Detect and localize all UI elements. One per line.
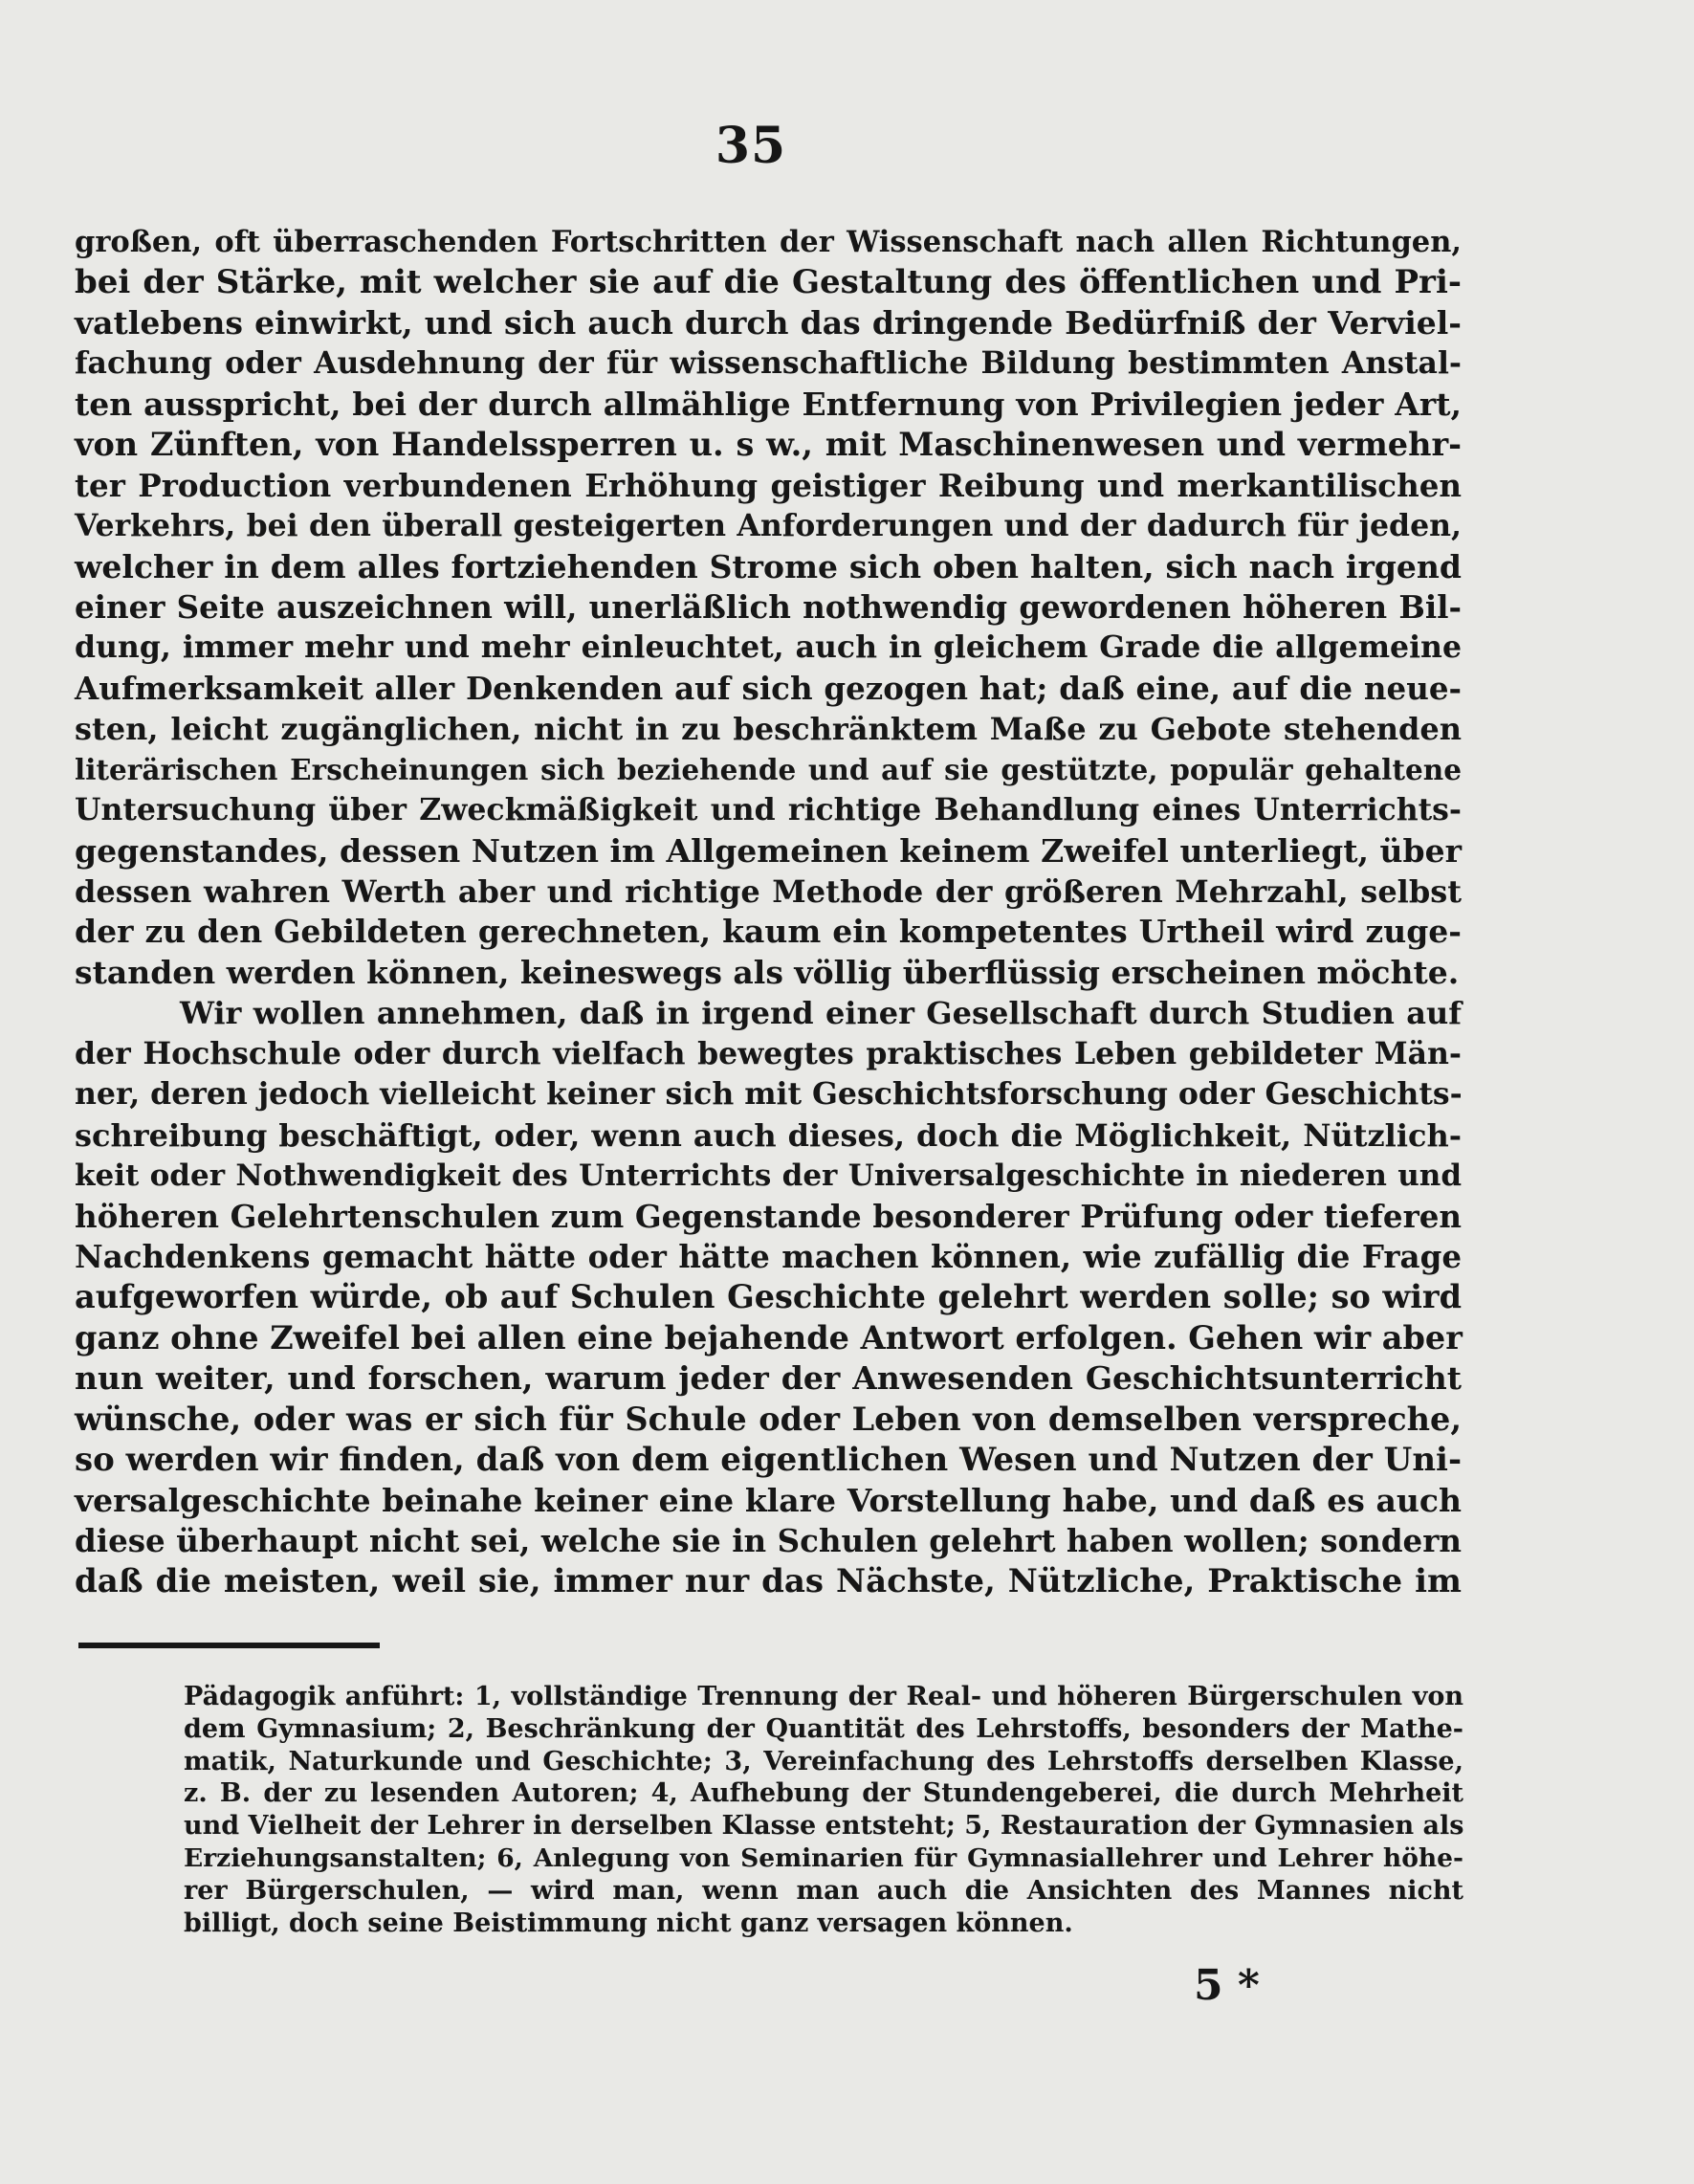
- footnote-rule: [78, 1643, 380, 1648]
- text-line: aufgeworfen würde, ob auf Schulen Geschichte gelehrt werden solle; so wird: [75, 1278, 1462, 1316]
- text-line: dung, immer mehr und mehr einleuchtet, auch in gleichem Grade die allgemeine: [75, 629, 1462, 666]
- text-line: bei der Stärke, mit welcher sie auf die Gestaltung des öffentlichen und Pri-: [75, 263, 1462, 302]
- main-text: [75, 222, 1462, 1602]
- text-line: großen, oft überraschenden Fortschritten der Wissenschaft nach allen Richtungen,: [75, 225, 1462, 259]
- footnote-line: matik, Naturkunde und Geschichte; 3, Vereinfachung des Lehrstoffs derselben Klasse,: [184, 1746, 1463, 1776]
- text-line: von Zünften, von Handelssperren u. s w., mit Maschinenwesen und vermehr-: [75, 426, 1462, 464]
- text-line: diese überhaupt nicht sei, welche sie in Schulen gelehrt haben wollen; sondern: [75, 1522, 1462, 1559]
- text-line: ter Production verbundenen Erhöhung geistiger Reibung und merkantilischen: [75, 466, 1462, 504]
- paragraph-start-line: Wir wollen annehmen, daß in irgend einer Gesellschaft durch Studien auf: [180, 995, 1462, 1032]
- text-line: nun weiter, und forschen, warum jeder der Anwesenden Geschichtsunterricht: [75, 1359, 1462, 1398]
- footnote: [184, 1681, 1463, 1939]
- text-line: fachung oder Ausdehnung der für wissenschaftliche Bildung bestimmten Anstal-: [75, 345, 1462, 382]
- text-line: versalgeschichte beinahe keiner eine klare Vorstellung habe, und daß es auch: [75, 1481, 1462, 1519]
- text-line: höheren Gelehrtenschulen zum Gegenstande besonderer Prüfung oder tieferen: [75, 1197, 1462, 1235]
- footnote-line: Pädagogik anführt: 1, vollständige Trennung der Real- und höheren Bürgerschulen von: [184, 1682, 1463, 1711]
- page-number: 35: [715, 117, 787, 175]
- text-line: Untersuchung über Zweckmäßigkeit und richtige Behandlung eines Unterrichts-: [75, 792, 1462, 828]
- text-line: daß die meisten, weil sie, immer nur das Nächste, Nützliche, Praktische im: [75, 1562, 1462, 1601]
- paragraph-end-line: standen werden können, keineswegs als völlig überflüssig erscheinen möchte.: [75, 953, 1460, 991]
- text-line: sten, leicht zugänglichen, nicht in zu beschränktem Maße zu Gebote stehenden: [75, 711, 1462, 748]
- text-line: Nachdenkens gemacht hätte oder hätte machen können, wie zufällig die Frage: [75, 1237, 1462, 1275]
- text-line: ten ausspricht, bei der durch allmählige Entfernung von Privilegien jeder Art,: [75, 385, 1462, 423]
- text-line: schreibung beschäftigt, oder, wenn auch dieses, doch die Möglichkeit, Nützlich-: [75, 1116, 1462, 1154]
- footnote-line: dem Gymnasium; 2, Beschränkung der Quantität des Lehrstoffs, besonders der Mathe-: [184, 1713, 1463, 1744]
- text-line: literärischen Erscheinungen sich beziehende und auf sie gestützte, populär gehaltene: [75, 752, 1462, 786]
- footnote-line: z. B. der zu lesenden Autoren; 4, Aufhebung der Stundengeberei, die durch Mehrheit: [184, 1778, 1463, 1809]
- footnote-line: und Vielheit der Lehrer in derselben Klasse entsteht; 5, Restauration der Gymnasien als: [184, 1811, 1464, 1842]
- text-line: wünsche, oder was er sich für Schule oder Leben von demselben verspreche,: [75, 1400, 1462, 1438]
- text-line: ner, deren jedoch vielleicht keiner sich mit Geschichtsforschung oder Geschichts-: [75, 1076, 1463, 1113]
- text-line: vatlebens einwirkt, und sich auch durch das dringende Bedürfniß der Verviel-: [75, 303, 1462, 342]
- text-line: der Hochschule oder durch vielfach bewegtes praktisches Leben gebildeter Män-: [75, 1035, 1462, 1071]
- text-line: ganz ohne Zweifel bei allen eine bejahende Antwort erfolgen. Gehen wir aber: [75, 1318, 1463, 1357]
- text-line: einer Seite auszeichnen will, unerläßlich nothwendig gewordenen höheren Bil-: [75, 587, 1462, 626]
- text-line: gegenstandes, dessen Nutzen im Allgemeinen keinem Zweifel unterliegt, über: [75, 831, 1462, 870]
- footnote-line: rer Bürgerschulen, — wird man, wenn man auch die Ansichten des Mannes nicht: [184, 1875, 1463, 1906]
- text-line: der zu den Gebildeten gerechneten, kaum ein kompetentes Urtheil wird zuge-: [75, 913, 1462, 951]
- text-line: Verkehrs, bei den überall gesteigerten Anforderungen und der dadurch für jeden,: [75, 508, 1462, 544]
- text-line: welcher in dem alles fortziehenden Strome sich oben halten, sich nach irgend: [75, 547, 1462, 585]
- text-line: Aufmerksamkeit aller Denkenden auf sich gezogen hat; daß eine, auf die neue-: [75, 669, 1462, 707]
- signature-mark: 5 *: [1194, 1961, 1260, 2010]
- text-line: so werden wir finden, daß von dem eigentlichen Wesen und Nutzen der Uni-: [75, 1441, 1463, 1480]
- text-line: keit oder Nothwendigkeit des Unterrichts der Universalgeschichte in niederen und: [75, 1158, 1462, 1194]
- footnote-line: billigt, doch seine Beistimmung nicht ganz versagen können.: [184, 1908, 1073, 1938]
- footnote-line: Erziehungsanstalten; 6, Anlegung von Seminarien für Gymnasiallehrer und Lehrer höhe-: [184, 1842, 1463, 1873]
- text-line: dessen wahren Werth aber und richtige Methode der größeren Mehrzahl, selbst: [75, 873, 1462, 910]
